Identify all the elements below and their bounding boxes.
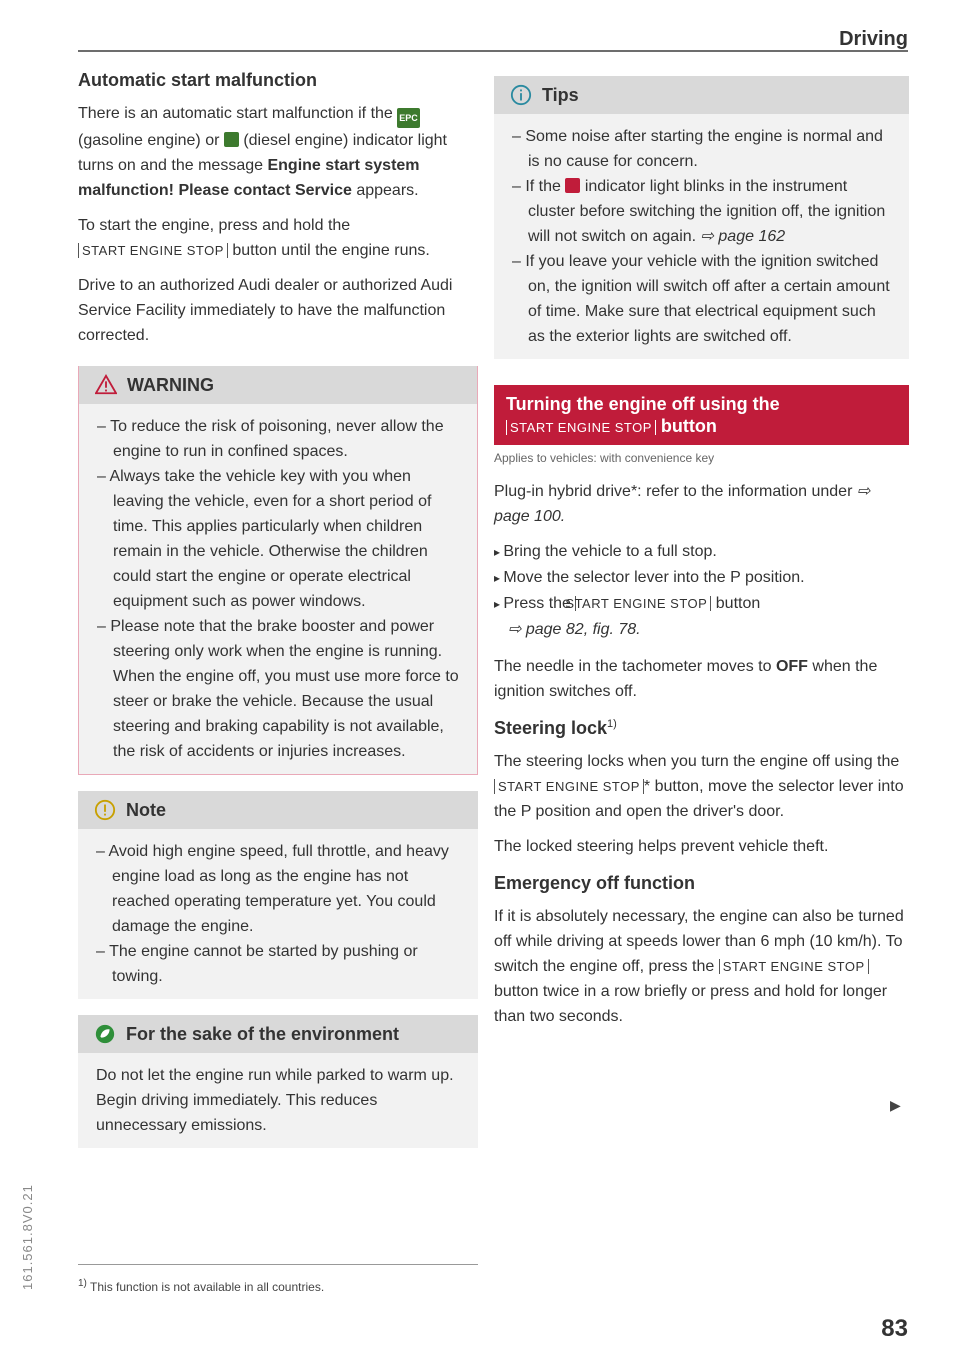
page-reference[interactable]: ⇨ page 100. [494, 483, 871, 525]
tips-header [494, 76, 909, 114]
list-item: – If the indicator light blinks in the instrument cluster before switching the ignition off, the ignition will not switch on again. ⇨ page 162 [512, 174, 891, 249]
list-item: – Some noise after starting the engine is normal and is no cause for concern. [512, 124, 891, 174]
warning-triangle-icon [95, 374, 117, 396]
epc-indicator-icon: EPC [397, 108, 420, 128]
info-icon [510, 84, 532, 106]
auto-start-paragraph-1: There is an automatic start malfunction if the EPC (gasoline engine) or (diesel engine) indicator light turns on and the message Engine start system malfunction! Please contact Service appears. [78, 105, 447, 199]
page-reference[interactable]: ⇨ page 162 [700, 228, 786, 245]
environment-header [78, 1015, 478, 1053]
list-item: ▸ Move the selector lever into the P position. [494, 565, 909, 591]
footnote-marker: 1) [607, 718, 617, 730]
environment-box [78, 1015, 478, 1148]
list-item: – To reduce the risk of poisoning, never allow the engine to run in confined spaces. [97, 414, 459, 464]
diesel-indicator-icon [224, 132, 239, 147]
list-item: – Always take the vehicle key with you when leaving the vehicle, even for a short period of time. This applies particularly when children remain in the vehicle. Otherwise the children could start the engine or operate electrical equipment such as power windows. [97, 464, 459, 614]
left-column [78, 70, 478, 1164]
list-item: – Avoid high engine speed, full throttle, and heavy engine load as long as the engine has not reached operating temperature yet. You could damage the engine. [96, 839, 460, 939]
list-item: – Please note that the brake booster and power steering only work when the engine is running. When the engine off, you must use more force to steer or brake the vehicle. Because the usual steering and braking capability is not available, the risk of accidents or injuries increases. [97, 614, 459, 764]
turning-off-steps [494, 539, 909, 642]
list-item: ▸ Bring the vehicle to a full stop. [494, 539, 909, 565]
tachometer-paragraph: The needle in the tachometer moves to OFF when the ignition switches off. [494, 658, 878, 700]
footnote: $^{1)}$ This function is not available in all countries. [78, 1278, 325, 1294]
emergency-off-paragraph: If it is absolutely necessary, the engine can also be turned off while driving at speeds lower than 6 mph (10 km/h). To switch the engine off, press the START ENGINE STOP button twice in a row briefly or press and hold for longer than two seconds. [494, 908, 904, 1025]
warning-list [97, 414, 459, 764]
tips-list [512, 124, 891, 349]
note-header [78, 791, 478, 829]
immobilizer-indicator-icon [565, 178, 580, 193]
steering-lock-heading: Steering lock$^{1)}$ [494, 718, 617, 738]
applies-to-note: Applies to vehicles: with convenience key [494, 451, 715, 465]
document-code: 161.561.8V0.21 [20, 1184, 35, 1290]
list-item: – The engine cannot be started by pushing or towing. [96, 939, 460, 989]
steering-lock-paragraph-2: The locked steering helps prevent vehicle theft. [494, 838, 829, 855]
tips-title: Tips [542, 84, 579, 105]
note-exclamation-icon [94, 799, 116, 821]
page-reference[interactable]: ⇨ page 82, fig. 78. [508, 621, 641, 638]
page-number: 83 [881, 1315, 908, 1342]
warning-header [79, 366, 477, 404]
note-list [96, 839, 460, 989]
start-engine-stop-key: START ENGINE STOP [78, 243, 228, 258]
start-engine-stop-key: START ENGINE STOP [494, 779, 644, 794]
right-column [494, 76, 909, 1039]
footnote-rule [78, 1264, 478, 1265]
malfunction-message: Engine start system malfunction! Please contact Service [78, 157, 420, 199]
environment-text: Do not let the engine run while parked to warm up. Begin driving immediately. This reduces unnecessary emissions. [96, 1067, 454, 1134]
start-engine-stop-key: START ENGINE STOP [719, 959, 869, 974]
warning-box [78, 366, 478, 775]
environment-leaf-icon [94, 1023, 116, 1045]
auto-start-paragraph-3: Drive to an authorized Audi dealer or authorized Audi Service Facility immediately to have the malfunction corrected. [78, 277, 453, 344]
turning-off-heading: Turning the engine off using the START ENGINE STOP button [494, 385, 909, 445]
hybrid-intro: Plug-in hybrid drive*: refer to the information under ⇨ page 100. [494, 483, 871, 525]
continue-arrow-icon: ▶ [890, 1097, 901, 1113]
tips-box [494, 76, 909, 359]
note-box [78, 791, 478, 999]
warning-title: WARNING [127, 374, 214, 395]
auto-start-paragraph-2: To start the engine, press and hold the START ENGINE STOP button until the engine runs. [78, 217, 430, 259]
emergency-off-heading: Emergency off function [494, 873, 696, 893]
start-engine-stop-key: START ENGINE STOP [506, 420, 656, 435]
section-title: Driving [839, 28, 908, 50]
environment-title: For the sake of the environment [126, 1023, 400, 1044]
auto-start-heading: Automatic start malfunction [78, 70, 318, 90]
header-rule [78, 50, 908, 52]
list-item: ▸ Press the START ENGINE STOP button ⇨ page 82, fig. 78. [494, 591, 909, 642]
list-item: – If you leave your vehicle with the ignition switched on, the ignition will switch off after a certain amount of time. Make sure that electrical equipment such as the exterior lights are switched off. [512, 249, 891, 349]
note-title: Note [126, 799, 166, 820]
steering-lock-paragraph-1: The steering locks when you turn the engine off using the START ENGINE STOP * button, move the selector lever into the P position and open the driver's door. [494, 753, 904, 820]
start-engine-stop-key: START ENGINE STOP [575, 596, 711, 611]
